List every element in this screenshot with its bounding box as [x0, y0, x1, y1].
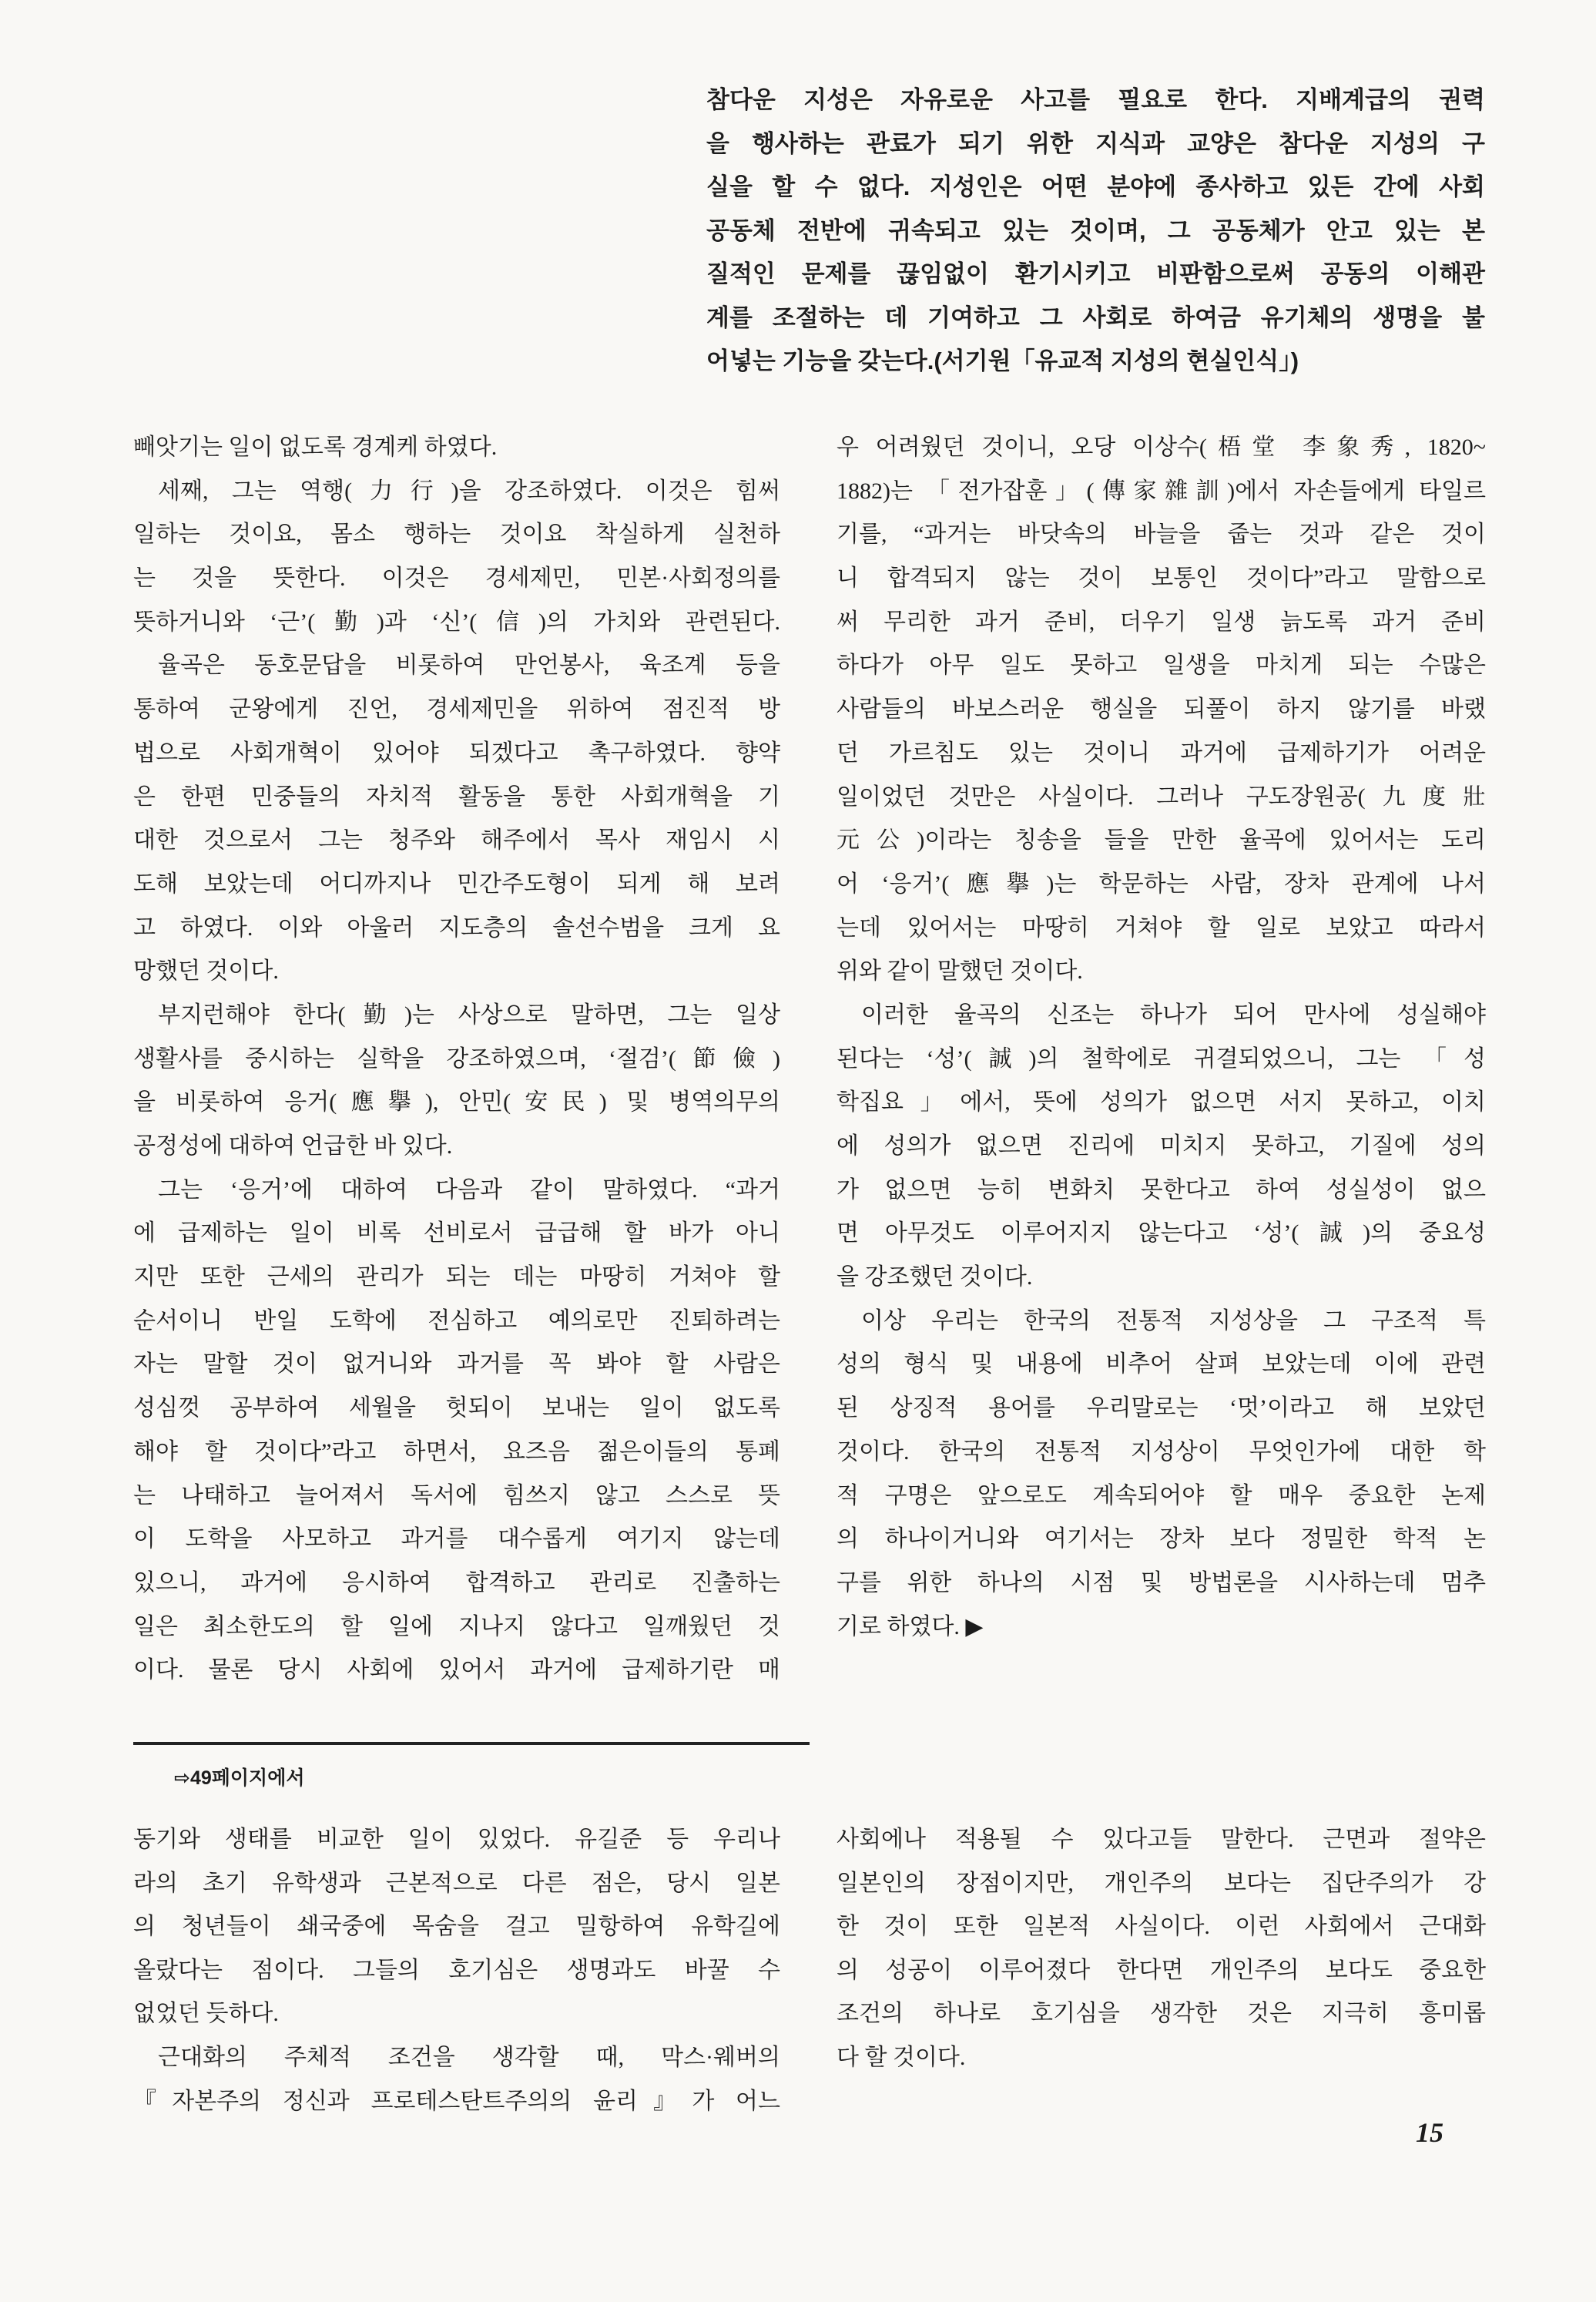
body-text-line: 율곡은 동호문답을 비롯하여 만언봉사, 육조계 등을: [158, 653, 780, 679]
body-text-line: 하다가 아무 일도 못하고 일생을 마치게 되는 수많은: [837, 653, 1486, 679]
section-divider: [133, 1742, 810, 1745]
epigraph-line: 어넣는 기능을 갖는다.(서기원「유교적 지성의 현실인식」): [706, 347, 1299, 374]
upper-left-column: [133, 426, 780, 1693]
body-text-line: 라의 초기 유학생과 근본적으로 다른 점은, 당시 일본: [133, 1870, 780, 1896]
body-text-line: 지만 또한 근세의 관리가 되는 데는 마땅히 거쳐야 할: [133, 1264, 780, 1290]
body-text-line: 동기와 생태를 비교한 일이 있었다. 유길준 등 우리나: [133, 1827, 780, 1852]
body-text-line: 성심껏 공부하여 세월을 헛되이 보내는 일이 없도록: [133, 1395, 780, 1421]
upper-right-column: [837, 426, 1486, 1649]
body-text-line: 도해 보았는데 어디까지나 민간주도형이 되게 해 보려: [133, 871, 780, 897]
body-text-line: 학집요」에서, 뜻에 성의가 없으면 서지 못하고, 이치: [837, 1089, 1486, 1116]
body-text-line: 올랐다는 점이다. 그들의 호기심은 생명과도 바꿀 수: [133, 1957, 780, 1983]
body-text-line: 일은 최소한도의 할 일에 지나지 않다고 일깨웠던 것: [133, 1613, 780, 1639]
body-text-line: 이러한 율곡의 신조는 하나가 되어 만사에 성실해야: [861, 1002, 1486, 1028]
body-text-line: 법으로 사회개혁이 있어야 되겠다고 촉구하였다. 향약: [133, 740, 780, 766]
body-text-line: 있으니, 과거에 응시하여 합격하고 관리로 진출하는: [133, 1569, 780, 1596]
epigraph-line: 공동체 전반에 귀속되고 있는 것이며, 그 공동체가 안고 있는 본: [706, 216, 1485, 244]
body-text-line: 통하여 군왕에게 진언, 경세제민을 위하여 점진적 방: [133, 696, 780, 723]
body-text-line: 적 구명은 앞으로도 계속되어야 할 매우 중요한 논제: [837, 1482, 1486, 1508]
body-text-line: 사람들의 바보스러운 행실을 되풀이 하지 않기를 바랬: [837, 696, 1486, 723]
body-text-line: 고 하였다. 이와 아울러 지도층의 솔선수범을 크게 요: [133, 914, 780, 941]
body-text-line: 어 ‘응거’(應擧)는 학문하는 사람, 장차 관계에 나서: [837, 871, 1486, 897]
body-text-line: 우 어려웠던 것이니, 오당 이상수(梧堂 李象秀, 1820~: [837, 435, 1486, 460]
body-text-line: 망했던 것이다.: [133, 958, 279, 985]
body-text-line: 부지런해야 한다(勤)는 사상으로 말하면, 그는 일상: [158, 1002, 780, 1028]
body-text-line: 일본인의 장점이지만, 개인주의 보다는 집단주의가 강: [837, 1870, 1486, 1896]
body-text-line: 사회에나 적용될 수 있다고들 말한다. 근면과 절약은: [837, 1827, 1486, 1852]
body-text-line: 자는 말할 것이 없거니와 과거를 꼭 봐야 할 사람은: [133, 1351, 780, 1378]
body-text-line: 일하는 것이요, 몸소 행하는 것이요 착실하게 실천하: [133, 522, 780, 548]
body-text-line: 이상 우리는 한국의 전통적 지성상을 그 구조적 특: [861, 1307, 1486, 1334]
body-text-line: 순서이니 반일 도학에 전심하고 예의로만 진퇴하려는: [133, 1307, 780, 1334]
lower-right-column: [837, 1818, 1486, 2080]
epigraph-quote: [706, 79, 1485, 384]
body-text-line: 빼앗기는 일이 없도록 경계케 하였다.: [133, 435, 498, 460]
body-text-line: 에 성의가 없으면 진리에 미치지 못하고, 기질에 성의: [837, 1133, 1486, 1159]
lower-left-column: [133, 1818, 780, 2123]
body-text-line: 는 나태하고 늘어져서 독서에 힘쓰지 않고 스스로 뜻: [133, 1482, 780, 1508]
body-text-line: 기를, “과거는 바닷속의 바늘을 줍는 것과 같은 것이: [837, 522, 1486, 548]
body-text-line: 성의 형식 및 내용에 비추어 살펴 보았는데 이에 관련: [837, 1351, 1486, 1378]
body-text-line: 세째, 그는 역행(力行)을 강조하였다. 이것은 힘써: [158, 478, 780, 504]
body-text-line: 된 상징적 용어를 우리말로는 ‘멋’이라고 해 보았던: [837, 1395, 1486, 1421]
body-text-line: 뜻하거니와 ‘근’(勤)과 ‘신’(信)의 가치와 관련된다.: [133, 609, 780, 635]
body-text-line: 위와 같이 말했던 것이다.: [837, 958, 1083, 985]
body-text-line: 의 하나이거니와 여기서는 장차 보다 정밀한 학적 논: [837, 1526, 1486, 1552]
body-text-line: 한 것이 또한 일본적 사실이다. 이런 사회에서 근대화: [837, 1914, 1486, 1940]
epigraph-line: 참다운 지성은 자유로운 사고를 필요로 한다. 지배계급의 권력: [706, 86, 1485, 113]
body-text-line: 없었던 듯하다.: [133, 2001, 279, 2027]
epigraph-line: 계를 조절하는 데 기여하고 그 사회로 하여금 유기체의 생명을 불: [706, 304, 1485, 331]
body-text-line: 그는 ‘응거’에 대하여 다음과 같이 말하였다. “과거: [158, 1176, 780, 1203]
body-text-line: 을 강조했던 것이다.: [837, 1264, 1033, 1290]
continuation-note: ⇨49페이지에서: [174, 1767, 305, 1789]
body-text-line: 일이었던 것만은 사실이다. 그러나 구도장원공(九度壯: [837, 784, 1486, 810]
body-text-line: 에 급제하는 일이 비록 선비로서 급급해 할 바가 아니: [133, 1220, 780, 1247]
body-text-line: 『자본주의 정신과 프로테스탄트주의의 윤리』가 어느: [133, 2088, 780, 2114]
body-text-line: 공정성에 대하여 언급한 바 있다.: [133, 1133, 453, 1159]
body-text-line: 조건의 하나로 호기심을 생각한 것은 지극히 흥미롭: [837, 2001, 1486, 2027]
body-text-line: 을 비롯하여 응거(應擧), 안민(安民) 및 병역의무의: [133, 1089, 780, 1116]
body-text-line: 기로 하였다. ▶: [837, 1613, 984, 1639]
body-text-line: 대한 것으로서 그는 청주와 해주에서 목사 재임시 시: [133, 827, 780, 854]
body-text-line: 해야 할 것이다”라고 하면서, 요즈음 젊은이들의 통폐: [133, 1438, 780, 1465]
body-text-line: 1882)는 「전가잡훈」(傳家雜訓)에서 자손들에게 타일르: [837, 478, 1486, 504]
page-number: 15: [1416, 2117, 1443, 2148]
body-text-line: 니 합격되지 않는 것이 보통인 것이다”라고 말함으로: [837, 565, 1486, 592]
body-text-line: 근대화의 주체적 조건을 생각할 때, 막스·웨버의: [158, 2044, 780, 2070]
body-text-line: 의 청년들이 쇄국중에 목숨을 걸고 밀항하여 유학길에: [133, 1914, 780, 1940]
body-text-line: 다 할 것이다.: [837, 2044, 966, 2070]
body-text-line: 생활사를 중시하는 실학을 강조하였으며, ‘절검’(節儉): [133, 1045, 780, 1072]
epigraph-line: 질적인 문제를 끊임없이 환기시키고 비판함으로써 공동의 이해관: [706, 260, 1485, 287]
body-text-line: 것이다. 한국의 전통적 지성상이 무엇인가에 대한 학: [837, 1438, 1486, 1465]
body-text-line: 던 가르침도 있는 것이니 과거에 급제하기가 어려운: [837, 740, 1486, 766]
body-text-line: 면 아무것도 이루어지지 않는다고 ‘성’(誠)의 중요성: [837, 1220, 1486, 1247]
body-text-line: 써 무리한 과거 준비, 더우기 일생 늙도록 과거 준비: [837, 609, 1486, 635]
epigraph-line: 을 행사하는 관료가 되기 위한 지식과 교양은 참다운 지성의 구: [706, 129, 1485, 157]
epigraph-line: 실을 할 수 없다. 지성인은 어떤 분야에 종사하고 있든 간에 사회: [706, 173, 1485, 200]
body-text-line: 은 한편 민중들의 자치적 활동을 통한 사회개혁을 기: [133, 784, 780, 810]
body-text-line: 구를 위한 하나의 시점 및 방법론을 시사하는데 멈추: [837, 1569, 1486, 1596]
body-text-line: 이 도학을 사모하고 과거를 대수롭게 여기지 않는데: [133, 1526, 780, 1552]
body-text-line: 된다는 ‘성’(誠)의 철학에로 귀결되었으니, 그는 「성: [837, 1045, 1486, 1072]
body-text-line: 의 성공이 이루어졌다 한다면 개인주의 보다도 중요한: [837, 1957, 1486, 1983]
body-text-line: 元公)이라는 칭송을 들을 만한 율곡에 있어서는 도리: [837, 827, 1486, 854]
body-text-line: 가 없으면 능히 변화치 못한다고 하여 성실성이 없으: [837, 1176, 1486, 1203]
body-text-line: 는데 있어서는 마땅히 거쳐야 할 일로 보았고 따라서: [837, 914, 1486, 941]
body-text-line: 이다. 물론 당시 사회에 있어서 과거에 급제하기란 매: [133, 1657, 780, 1683]
body-text-line: 는 것을 뜻한다. 이것은 경세제민, 민본·사회정의를: [133, 565, 780, 592]
